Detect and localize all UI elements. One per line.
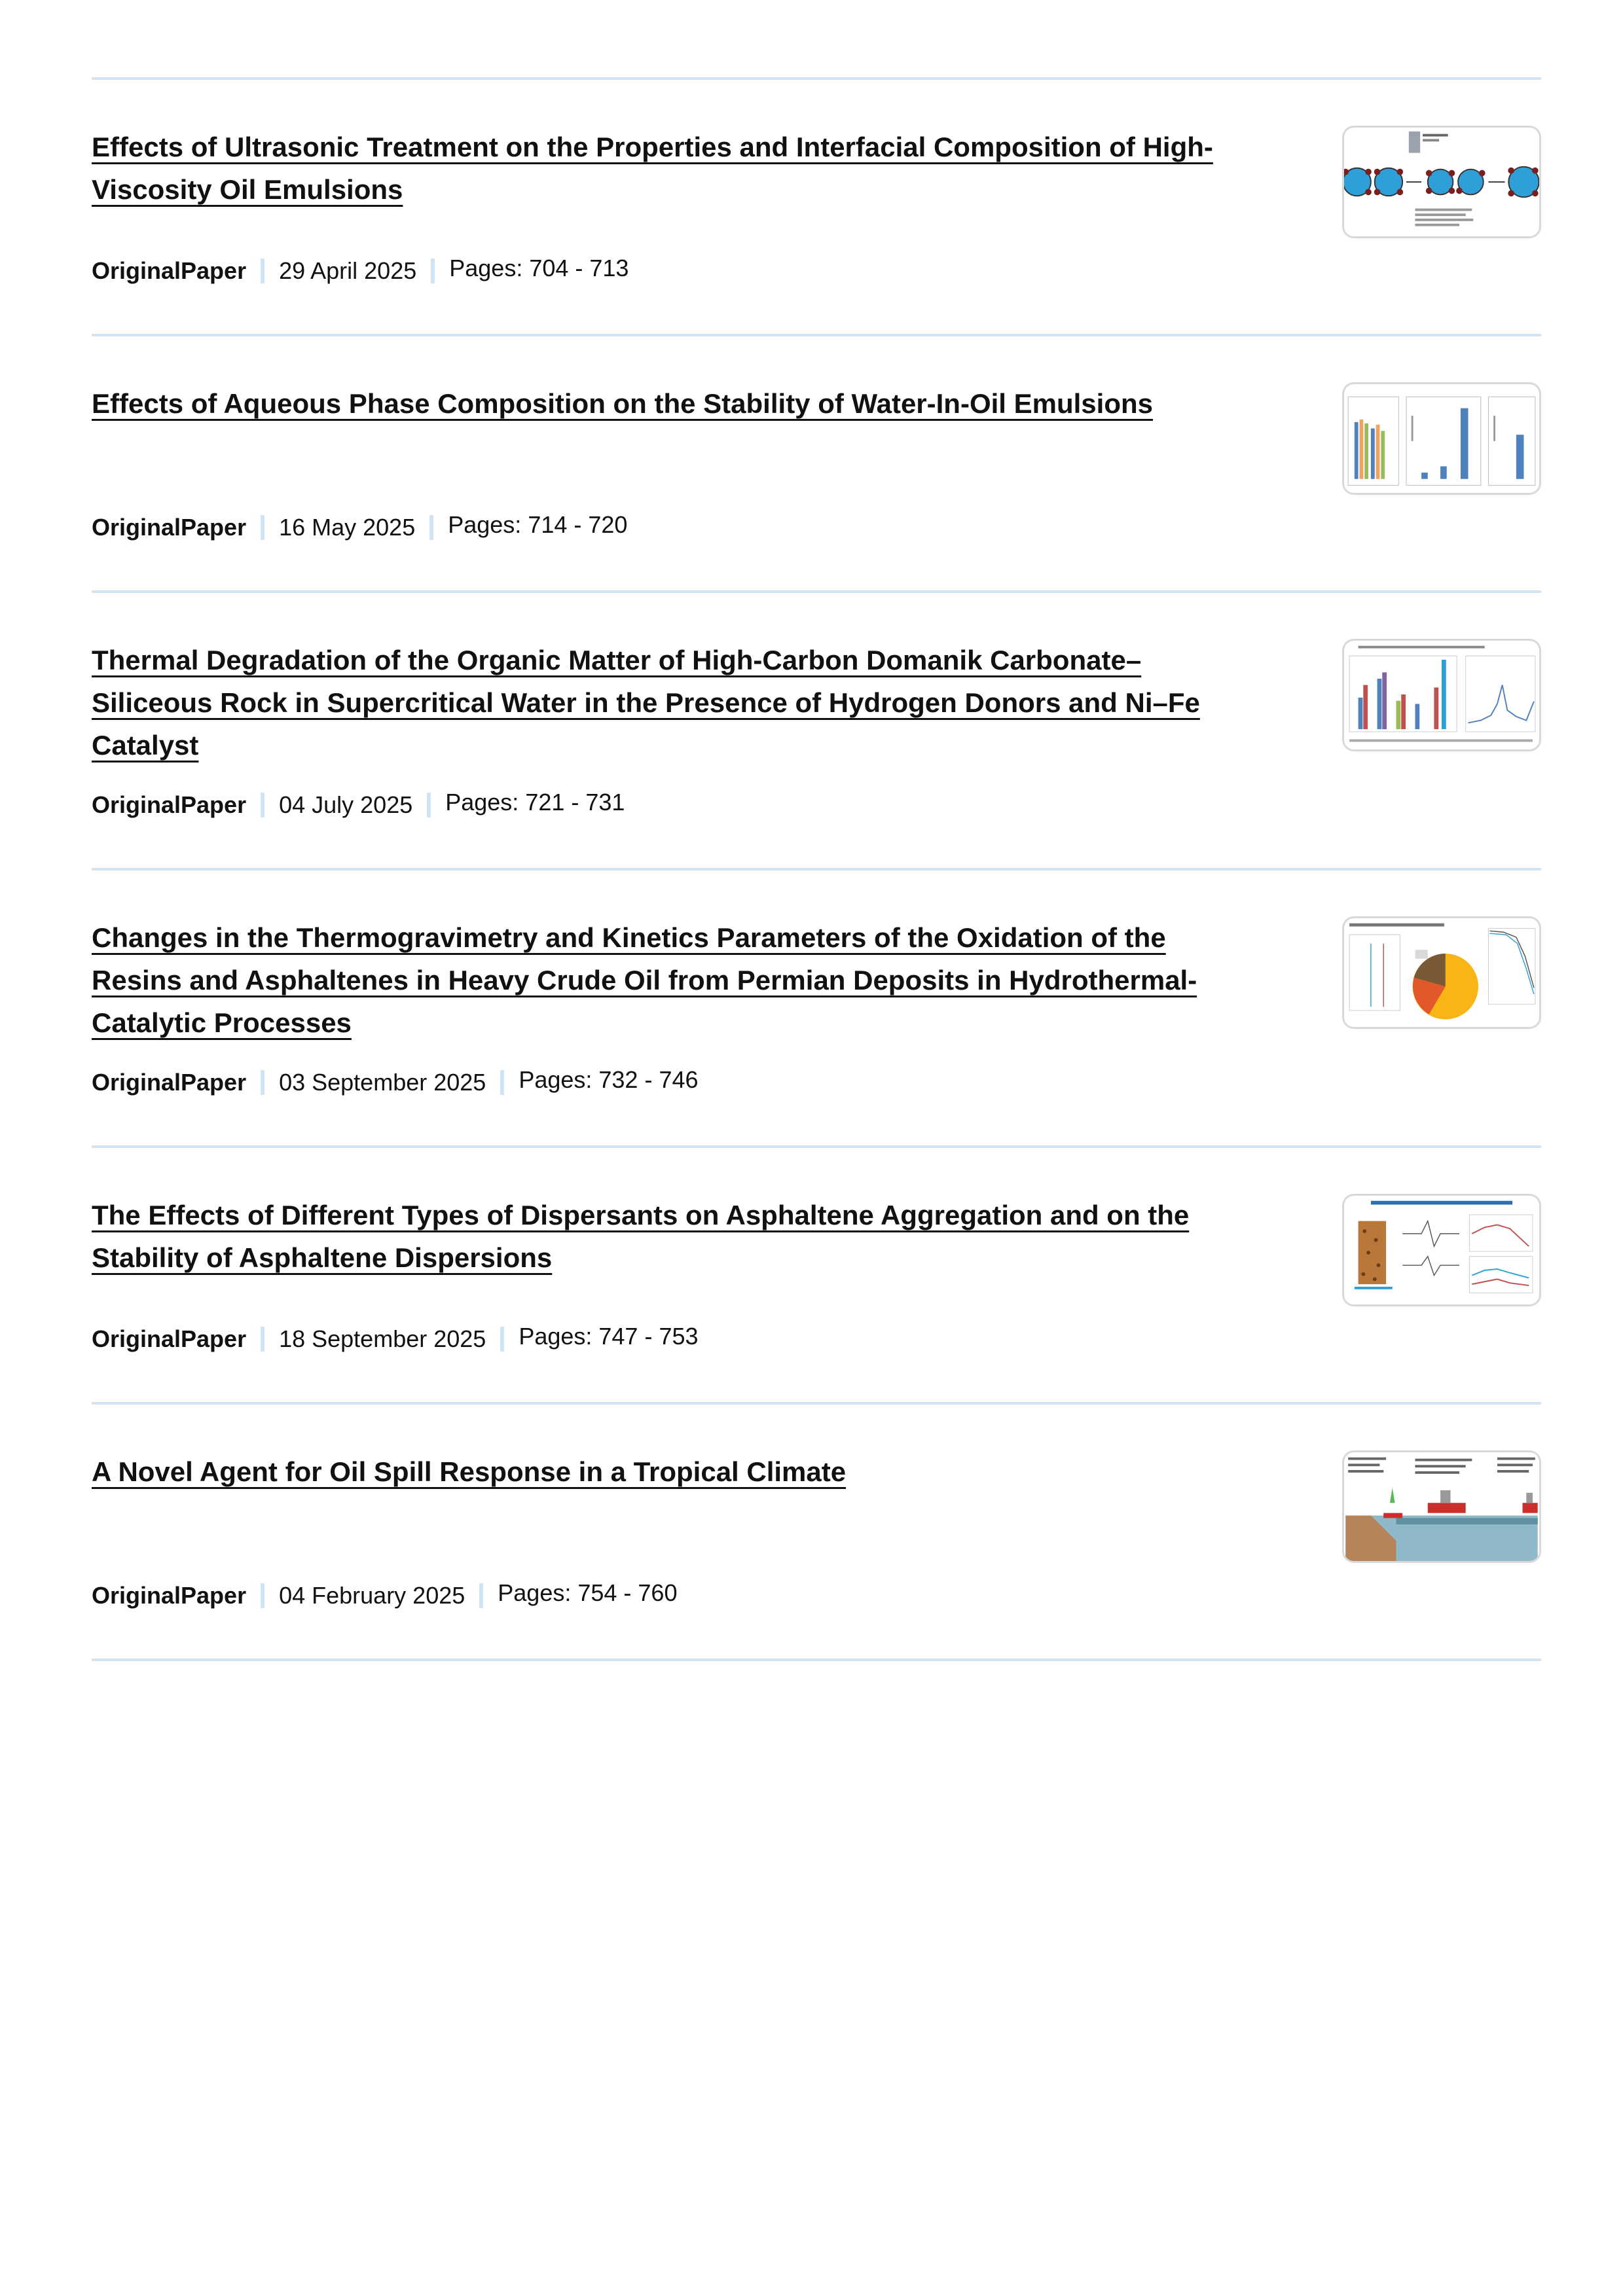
article-item	[92, 336, 1541, 593]
meta-divider	[429, 515, 433, 540]
article-type: OriginalPaper	[92, 1582, 247, 1609]
article-meta	[92, 1581, 677, 1610]
meta-divider	[261, 259, 264, 283]
article-meta	[92, 1068, 699, 1097]
article-date: 03 September 2025	[279, 1069, 486, 1096]
article-item	[92, 593, 1541, 870]
article-pages: Pages: 754 - 760	[498, 1579, 678, 1606]
article-meta	[92, 791, 625, 819]
meta-divider	[261, 793, 264, 817]
article-meta	[92, 513, 627, 542]
bar-and-line-chart-graphic-icon[interactable]	[1342, 639, 1541, 751]
article-title-link[interactable]: Effects of Aqueous Phase Composition on the Stability of Water-In-Oil Emulsions	[92, 388, 1153, 419]
article-pages: Pages: 747 - 753	[519, 1323, 699, 1350]
article-item	[92, 80, 1541, 336]
emulsion-droplets-graphic-icon[interactable]	[1342, 126, 1541, 238]
meta-divider	[431, 259, 435, 283]
article-meta	[92, 1325, 699, 1354]
meta-divider	[261, 515, 264, 540]
meta-divider	[261, 1327, 264, 1352]
meta-divider	[261, 1583, 264, 1608]
article-date: 16 May 2025	[279, 514, 416, 541]
bar-charts-graphic-icon[interactable]	[1342, 382, 1541, 495]
article-type: OriginalPaper	[92, 1069, 247, 1096]
article-meta	[92, 257, 629, 285]
article-date: 04 July 2025	[279, 791, 413, 818]
article-title-link[interactable]: The Effects of Different Types of Dispersants on Asphaltene Aggregation and on the Stability of Asphaltene Dispersions	[92, 1200, 1190, 1273]
article-item	[92, 1148, 1541, 1405]
article-type: OriginalPaper	[92, 514, 247, 541]
dispersant-diagram-graphic-icon[interactable]	[1342, 1194, 1541, 1306]
article-date: 29 April 2025	[279, 257, 417, 284]
article-item	[92, 1405, 1541, 1661]
meta-divider	[479, 1583, 483, 1608]
article-pages: Pages: 714 - 720	[448, 511, 628, 538]
article-type: OriginalPaper	[92, 257, 247, 284]
meta-divider	[427, 793, 431, 817]
meta-divider	[500, 1327, 504, 1352]
article-type: OriginalPaper	[92, 1325, 247, 1352]
article-pages: Pages: 721 - 731	[445, 789, 625, 816]
article-title-link[interactable]: Changes in the Thermogravimetry and Kinetics Parameters of the Oxidation of the Resins and Asphaltenes in Heavy Crude Oil from Permian Deposits in Hydrothermal-Catalytic Processes	[92, 922, 1197, 1038]
article-item	[92, 870, 1541, 1148]
article-list	[92, 77, 1541, 1661]
article-date: 18 September 2025	[279, 1325, 486, 1352]
article-title-link[interactable]: A Novel Agent for Oil Spill Response in a Tropical Climate	[92, 1456, 847, 1487]
meta-divider	[500, 1070, 504, 1095]
article-type: OriginalPaper	[92, 791, 247, 818]
article-pages: Pages: 732 - 746	[519, 1066, 699, 1093]
article-pages: Pages: 704 - 713	[449, 255, 629, 281]
pie-chart-graphic-icon[interactable]	[1342, 916, 1541, 1029]
article-title-link[interactable]: Effects of Ultrasonic Treatment on the Properties and Interfacial Composition of High-Viscosity Oil Emulsions	[92, 132, 1213, 205]
meta-divider	[261, 1070, 264, 1095]
article-title-link[interactable]: Thermal Degradation of the Organic Matter of High-Carbon Domanik Carbonate–Siliceous Rock in Supercritical Water in the Presence of Hydrogen Donors and Ni–Fe Catalyst	[92, 645, 1200, 761]
article-date: 04 February 2025	[279, 1582, 465, 1609]
oil-spill-scene-graphic-icon[interactable]	[1342, 1450, 1541, 1563]
